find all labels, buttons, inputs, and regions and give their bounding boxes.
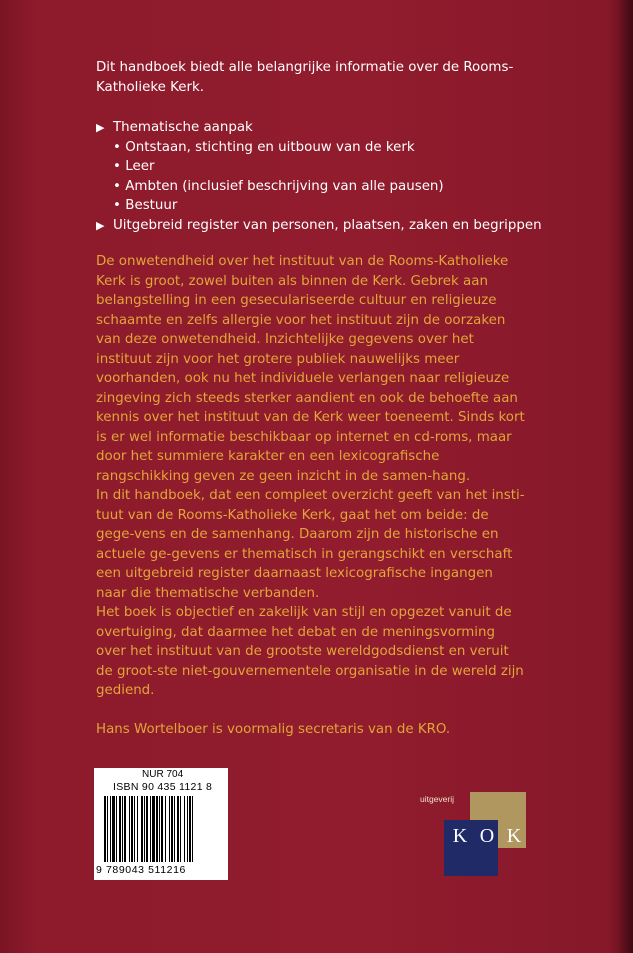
logo-letters [448, 825, 526, 848]
logo-letter: K [452, 825, 468, 847]
spine-edge [619, 0, 633, 953]
list-item: • Bestuur [96, 196, 556, 216]
triangle-right-icon: ▶ [96, 218, 105, 232]
barcode-stripe [156, 796, 158, 862]
paragraph: De onwetendheid over het instituut van de Rooms-Katholieke Kerk is groot, zowel buiten als binnen de Kerk. Gebrek aan belangstelling in een geseculariseerde cultuur en religieuze schaamte en zelfs allergie voor het instituut zijn de oorzaken van deze onwetendheid. Inzichtelijke gegevens over het instituut zijn voor het grotere publiek nauwelijks meer voorhanden, ook nu het individuele verlangen naar religieuze zingeving zich steeds sterker aandient en ook de behoefte aan kennis over het instituut van de Kerk weer toeneemt. Sinds kort is er wel informatie beschikbaar op internet en cd-roms, maar door het summiere karakter en een lexicografische rangschikking geven ze geen inzicht in de samen-hang. [96, 254, 525, 484]
barcode-stripe [131, 796, 133, 862]
logo-letter: K [506, 825, 522, 847]
barcode-stripe [112, 796, 115, 862]
list-item: ▶ Thematische aanpak [96, 118, 556, 138]
barcode-stripe [107, 796, 108, 862]
author-note: Hans Wortelboer is voormalig secretaris van de KRO. [96, 721, 451, 737]
barcode-stripe [177, 796, 179, 862]
barcode-stripe [152, 796, 155, 862]
barcode-stripe [104, 796, 106, 862]
barcode-stripe [161, 796, 163, 862]
list-item: • Leer [96, 157, 556, 177]
barcode-stripe [141, 796, 143, 862]
barcode-stripe [169, 796, 170, 862]
paragraph: In dit handboek, dat een compleet overzicht geeft van het insti-tuut van de Rooms-Katholieke Kerk, gaat het om beide: de gege-vens en de samenhang. Daarom zijn de historische en actuele ge-gevens er thematisch in gerangschikt en verschaft een uitgebreid register daarnaast lexicografische ingangen naar die thematische verbanden. [96, 488, 525, 601]
barcode-stripe [116, 796, 117, 862]
barcode-stripe [174, 796, 175, 862]
bullet-dot-icon: • [113, 178, 121, 194]
barcode-stripe [144, 796, 145, 862]
list-item: • Ontstaan, stichting en uitbouw van de kerk [96, 138, 556, 158]
barcode-stripe [184, 796, 185, 862]
list-item: ▶ Uitgebreid register van personen, plaatsen, zaken en begrippen [96, 216, 556, 236]
barcode-stripe [171, 796, 173, 862]
nur-code: NUR 704 [142, 769, 184, 780]
barcode-stripe [146, 796, 148, 862]
bullet-dot-icon: • [113, 139, 121, 155]
publisher-logo [444, 792, 526, 876]
bullet-dot-icon: • [113, 198, 121, 213]
barcode-stripe [192, 796, 193, 862]
barcode-stripe [137, 796, 138, 862]
intro-text: Dit handboek biedt alle belangrijke informatie over de Rooms-Katholieke Kerk. [96, 60, 514, 95]
list-item: • Ambten (inclusief beschrijving van alle pausen) [96, 177, 556, 197]
description-text [96, 252, 526, 739]
barcode-stripe [110, 796, 111, 862]
barcode-stripe [119, 796, 121, 862]
barcode-stripe [129, 796, 130, 862]
barcode-stripe [124, 796, 126, 862]
barcode-stripe [189, 796, 191, 862]
barcode-stripe [180, 796, 181, 862]
isbn-code: ISBN 90 435 1121 8 [113, 781, 213, 793]
ean-code: 9 789043 511216 [96, 864, 186, 876]
barcode-stripe [165, 796, 166, 862]
bullet-dot-icon: • [113, 159, 121, 174]
triangle-right-icon: ▶ [96, 121, 105, 134]
barcode-bars [104, 796, 218, 862]
barcode-stripe [134, 796, 135, 862]
barcode-label [94, 768, 228, 880]
barcode-stripe [159, 796, 160, 862]
barcode-stripe [187, 796, 188, 862]
logo-letter: O [479, 825, 495, 847]
publisher-label: uitgeverij [420, 794, 455, 804]
barcode-stripe [122, 796, 123, 862]
feature-list [96, 118, 556, 235]
paragraph: Het boek is objectief en zakelijk van stijl en opgezet vanuit de overtuiging, dat daarmee het debat en de meningsvorming over het instituut van de grootste wereldgodsdienst en veruit de groot-ste niet-gouvernementele organisatie in de wereld zijn gediend. [96, 605, 524, 698]
barcode-stripe [150, 796, 151, 862]
